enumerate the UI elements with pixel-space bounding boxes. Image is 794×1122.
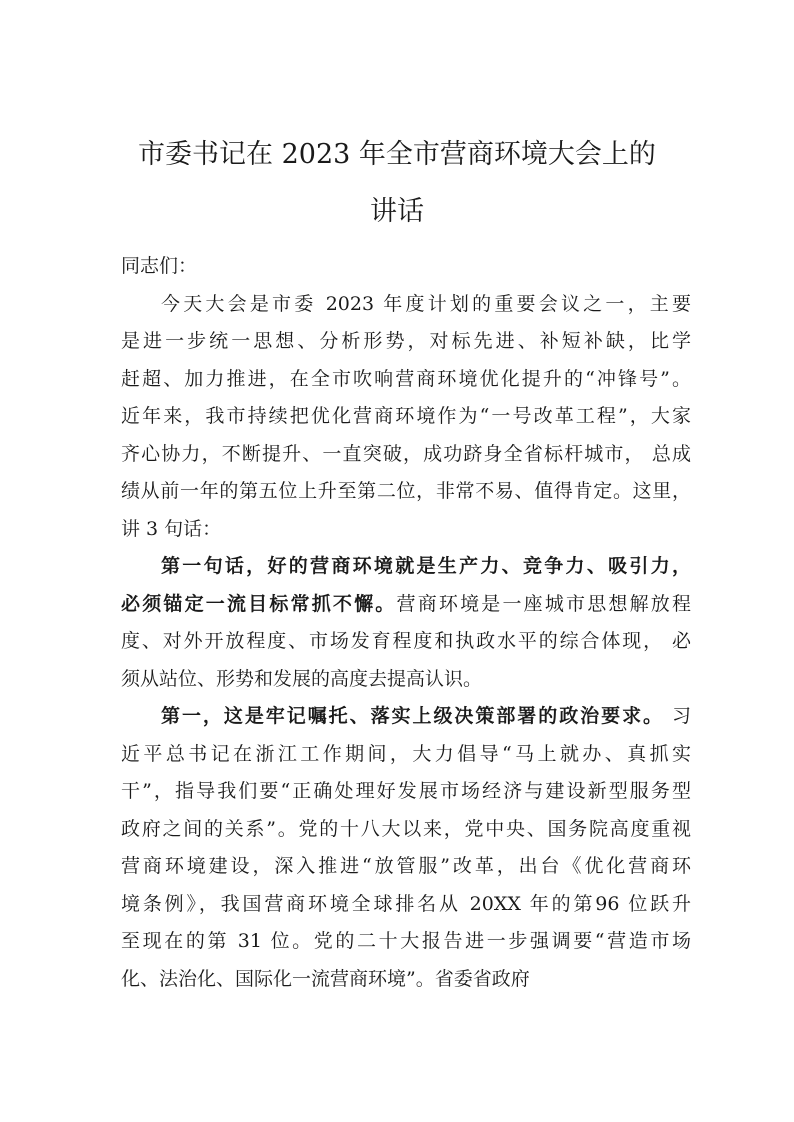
text-line [121, 961, 691, 999]
body-text: 度、对外开放程度、市场发育程度和执政水平的综合体现， 必 [121, 630, 691, 652]
text-line [121, 473, 691, 511]
text-line [121, 323, 691, 361]
body-text: 政府之间的关系”。党的十八大以来，党中央、国务院高度重视 [121, 817, 691, 840]
body-text: 近平总书记在浙江工作期间，大力倡导“马上就办、真抓实 [121, 742, 691, 765]
body-text: 是进一步统一思想、分析形势，对标先进、补短补缺，比学 [121, 330, 691, 352]
text-line [121, 586, 691, 624]
body-text: 赶超、加力推进，在全市吹响营商环境优化提升的“冲锋号”。 [121, 367, 691, 390]
body-text: 同志们： [121, 255, 198, 277]
body-text: 至现在的第 31 位。党的二十大报告进一步强调要“营造市场 [121, 930, 691, 952]
body-text: 须从站位、形势和发展的高度去提高认识。 [121, 667, 483, 690]
body-text: 营商环境是一座城市思想解放程 [396, 592, 691, 615]
text-line [121, 736, 691, 774]
document-title-line-2: 讲话 [370, 196, 424, 227]
text-line [121, 361, 691, 399]
text-line [121, 773, 691, 811]
bold-heading-text: 第一句话，好的营商环境就是生产力、竞争力、吸引力， [161, 555, 691, 577]
document-title-line-1: 市委书记在 2023 年全市营商环境大会上的 [138, 139, 656, 170]
text-line [121, 623, 691, 661]
text-line [121, 286, 691, 324]
text-line [121, 811, 691, 849]
body-text: 习 [663, 705, 691, 727]
body-text: 近年来，我市持续把优化营商环境作为“一号改革工程”，大家 [121, 405, 691, 427]
text-line [121, 436, 691, 474]
body-text: 齐心协力，不断提升、一直突破，成功跻身全省标杆城市， 总成 [121, 442, 691, 465]
text-line [121, 698, 691, 736]
body-text: 干”，指导我们要“正确处理好发展市场经济与建设新型服务型 [121, 780, 691, 802]
text-line [121, 248, 691, 286]
body-text: 境条例》，我国营商环境全球排名从 20XX 年的第96 位跃升 [121, 892, 691, 915]
text-line [121, 923, 691, 961]
body-text: 绩从前一年的第五位上升至第二位，非常不易、值得肯定。这里， [121, 480, 691, 502]
document-body [121, 248, 691, 998]
text-line [121, 398, 691, 436]
body-text: 营商环境建设，深入推进“放管服”改革，出台《优化营商环 [121, 855, 691, 877]
text-line [121, 511, 691, 549]
body-text: 讲 3 句话： [121, 517, 222, 540]
text-line [121, 886, 691, 924]
text-line [121, 548, 691, 586]
bold-heading-text: 必须锚定一流目标常抓不懈。 [121, 592, 397, 615]
text-line [121, 848, 691, 886]
bold-heading-text: 第一，这是牢记嘱托、落实上级决策部署的政治要求。 [161, 705, 664, 727]
text-line [121, 661, 691, 699]
body-text: 化、法治化、国际化一流营商环境”。省委省政府 [121, 967, 530, 990]
body-text: 今天大会是市委 2023 年度计划的重要会议之一，主要 [161, 292, 691, 315]
